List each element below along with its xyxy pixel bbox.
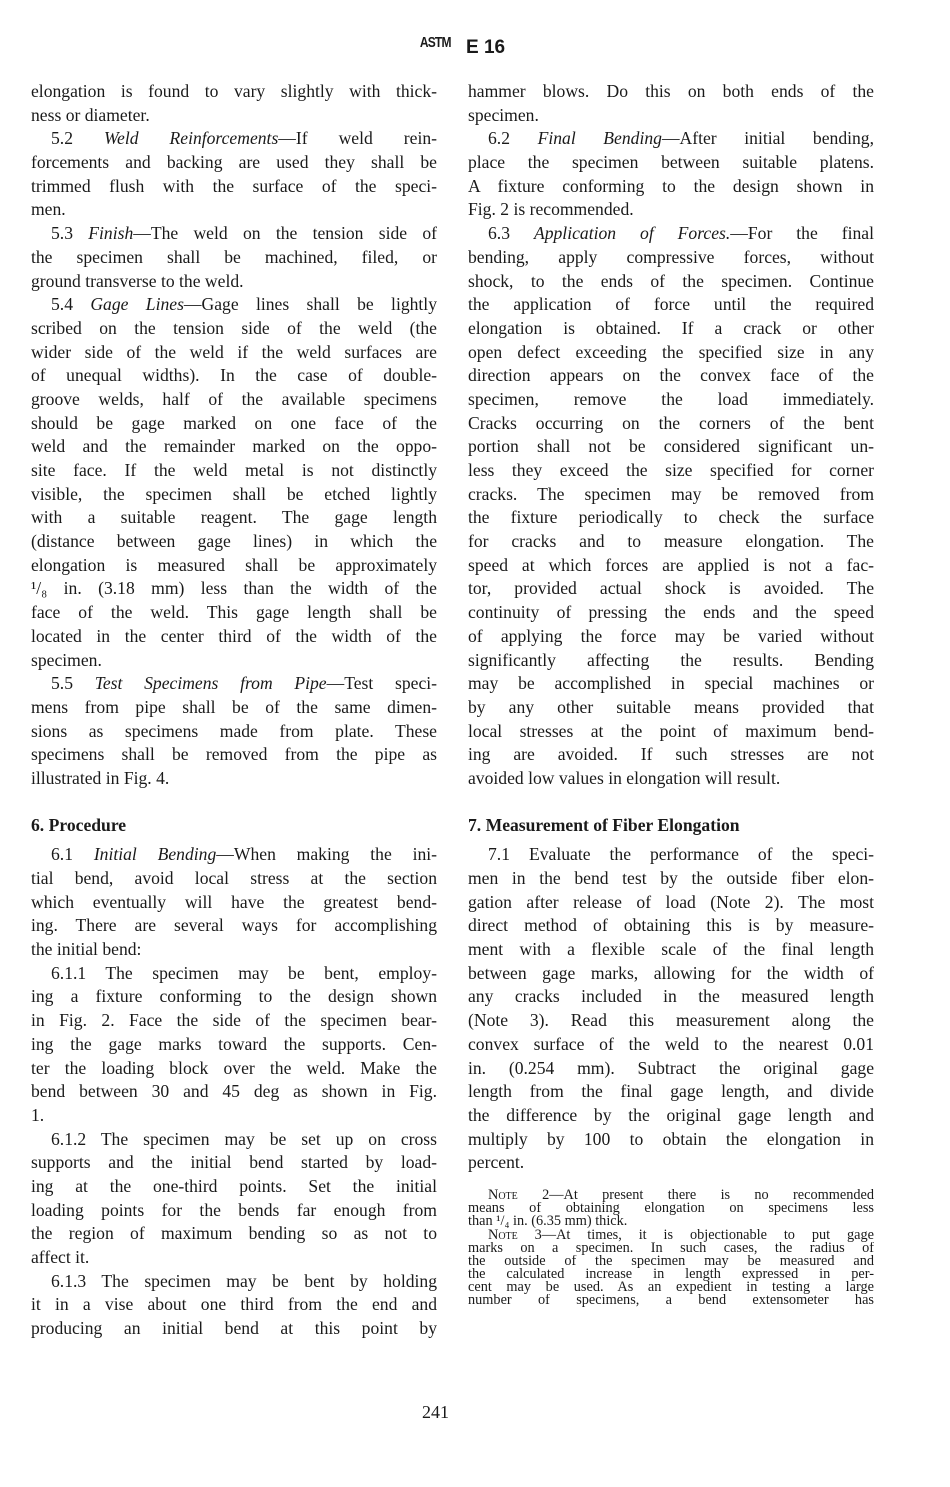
text-line: ment with a flexible scale of the final length bbox=[468, 939, 874, 960]
text-line: specimen. bbox=[468, 104, 539, 125]
note-label: Note 2 bbox=[488, 1188, 550, 1203]
section-number: 6.2 bbox=[488, 128, 538, 149]
line-text: elongation is found to vary slightly with thick- bbox=[31, 81, 437, 101]
text-line: loading points for the bends far enough from bbox=[31, 1199, 437, 1220]
right-column bbox=[468, 80, 874, 1308]
section-title: Application of Forces. bbox=[533, 223, 731, 244]
text-line: local stresses at the point of maximum bend- bbox=[468, 720, 874, 741]
text-line: continuity of pressing the ends and the speed bbox=[468, 602, 874, 623]
text-line: length from the final gage length, and divide bbox=[468, 1081, 874, 1102]
text-line: (Note 3). Read this measurement along the bbox=[468, 1010, 874, 1031]
text-line: ing. There are several ways for accomplishing bbox=[31, 915, 437, 936]
paragraph bbox=[468, 843, 874, 1175]
text-line: 1. bbox=[31, 1104, 45, 1125]
text-line: located in the center third of the width of the bbox=[31, 625, 437, 646]
note-line bbox=[468, 1294, 874, 1307]
text-line bbox=[468, 127, 874, 151]
paragraph bbox=[31, 293, 437, 672]
note-text: than ¹/₄ in. (6.35 mm) thick. bbox=[468, 1213, 628, 1230]
page-number: 241 bbox=[422, 1402, 449, 1422]
note-text: means of obtaining elongation on specimens less bbox=[468, 1202, 874, 1216]
note-line bbox=[468, 1215, 874, 1228]
text-line: convex surface of the weld to the nearest 0.01 bbox=[468, 1033, 874, 1054]
text-line: the application of force until the required bbox=[468, 294, 874, 315]
left-column bbox=[31, 80, 437, 1341]
text-line: cracks. The specimen may be removed from bbox=[468, 483, 874, 504]
paragraph bbox=[31, 672, 437, 790]
text-line: illustrated in Fig. 4. bbox=[31, 767, 170, 788]
text-line bbox=[31, 80, 437, 104]
text-line bbox=[31, 1270, 437, 1294]
line-text: hammer blows. Do this on both ends of the bbox=[468, 81, 874, 101]
note-text: cent may be used. As an expedient in testing a large bbox=[468, 1281, 874, 1295]
text-line: the region of maximum bending so as not to bbox=[31, 1223, 437, 1244]
text-line: for cracks and to measure elongation. The bbox=[468, 531, 874, 552]
line-text: The specimen may be bent by holding bbox=[101, 1270, 437, 1291]
text-line: tial bend, avoid local stress at the section bbox=[31, 868, 437, 888]
text-line: ing the gage marks toward the supports. Cen- bbox=[31, 1033, 437, 1054]
line-text: The specimen may be set up on cross bbox=[100, 1128, 437, 1149]
text-line: (distance between gage lines) in which the bbox=[31, 531, 437, 552]
text-line bbox=[31, 672, 437, 696]
text-line: significantly affecting the results. Bending bbox=[468, 649, 874, 670]
text-line: bending, apply compressive forces, without bbox=[468, 246, 874, 267]
text-line: portion shall not be considered significant un- bbox=[468, 436, 874, 457]
text-line bbox=[31, 1128, 437, 1152]
text-line: wider side of the weld if the weld surfaces are bbox=[31, 341, 437, 362]
text-line: elongation is obtained. If a crack or other bbox=[468, 317, 874, 338]
section-title: Weld Reinforcements bbox=[103, 128, 279, 149]
line-text: The specimen may be bent, employ- bbox=[105, 962, 437, 983]
text-line: by any other suitable means provided that bbox=[468, 696, 874, 717]
paragraph bbox=[468, 222, 874, 791]
text-line: ness or diameter. bbox=[31, 104, 150, 125]
text-line: elongation is measured shall be approximately bbox=[31, 554, 437, 575]
text-line: forcements and backing are used they shall be bbox=[31, 152, 437, 173]
section-number: 5.2 bbox=[51, 128, 104, 149]
paragraph bbox=[31, 127, 437, 222]
text-line: ground transverse to the weld. bbox=[31, 270, 244, 291]
note-line bbox=[468, 1242, 874, 1255]
line-text: —Test speci- bbox=[326, 673, 437, 694]
text-line: of applying the force may be varied without bbox=[468, 625, 874, 646]
text-line: avoided low values in elongation will result. bbox=[468, 767, 781, 788]
text-line: in Fig. 2. Face the side of the specimen bear- bbox=[31, 1010, 437, 1031]
text-line: producing an initial bend at this point by bbox=[31, 1318, 437, 1339]
text-line: bend between 30 and 45 deg as shown in Fig. bbox=[31, 1081, 437, 1102]
note-text: number of specimens, a bend extensometer has bbox=[468, 1294, 874, 1308]
text-line: direct method of obtaining this is by measure- bbox=[468, 915, 874, 936]
section-title: Final Bending bbox=[537, 128, 662, 149]
text-line: supports and the initial bend started by load- bbox=[31, 1152, 437, 1173]
text-line: specimen, remove the load immediately. bbox=[468, 388, 874, 409]
paragraph bbox=[468, 127, 874, 222]
section-number: 5.3 bbox=[51, 223, 89, 244]
text-line: shock, to the ends of the specimen. Continue bbox=[468, 270, 874, 291]
paragraph bbox=[31, 962, 437, 1128]
text-line: in. (0.254 mm). Subtract the original gage bbox=[468, 1057, 874, 1078]
text-line: A fixture conforming to the design shown in bbox=[468, 175, 874, 196]
section-number: 7.1 bbox=[488, 844, 529, 865]
section-number: 6.3 bbox=[488, 223, 534, 244]
section-title: Finish bbox=[88, 223, 134, 244]
paragraph bbox=[31, 1270, 437, 1341]
text-line bbox=[31, 222, 437, 246]
section-number: 6.1.1 bbox=[51, 962, 106, 983]
text-line: men in the bend test by the outside fiber elon- bbox=[468, 868, 874, 888]
text-line: ter the loading block over the weld. Make the bbox=[31, 1057, 437, 1078]
text-line bbox=[468, 222, 874, 246]
text-line: open defect exceeding the specified size in any bbox=[468, 341, 874, 362]
section-number: 6.1.2 bbox=[51, 1128, 101, 1149]
note-line bbox=[468, 1281, 874, 1294]
note-line bbox=[468, 1189, 874, 1202]
text-line: percent. bbox=[468, 1152, 525, 1173]
text-line: multiply by 100 to obtain the elongation in bbox=[468, 1128, 874, 1149]
text-line: Fig. 2 is recommended. bbox=[468, 199, 634, 220]
text-line: it in a vise about one third from the end and bbox=[31, 1294, 437, 1315]
text-line: the fixture periodically to check the surface bbox=[468, 507, 874, 528]
text-line: gation after release of load (Note 2). The most bbox=[468, 891, 874, 912]
notes-block bbox=[468, 1189, 874, 1308]
note-text: the outside of the specimen may be measured and bbox=[468, 1254, 874, 1269]
section-title: Initial Bending bbox=[93, 844, 217, 865]
astm-logo: ASTM bbox=[419, 34, 451, 51]
standard-designation: E 16 bbox=[466, 37, 506, 58]
text-line: direction appears on the convex face of the bbox=[468, 365, 874, 386]
text-line bbox=[31, 127, 437, 151]
note-text: marks on a specimen. In such cases, the radius of bbox=[468, 1241, 874, 1255]
text-line: ing at the one-third points. Set the initial bbox=[31, 1175, 437, 1196]
text-line: tor, provided actual shock is avoided. The bbox=[468, 578, 874, 599]
section-heading: 6. Procedure bbox=[31, 814, 127, 835]
text-line: Cracks occurring on the corners of the bent bbox=[468, 412, 874, 433]
line-text: —After initial bending, bbox=[661, 128, 874, 149]
text-line: sions as specimens made from plate. These bbox=[31, 720, 437, 741]
text-line: men. bbox=[31, 199, 66, 220]
paragraph bbox=[31, 843, 437, 961]
section-title: Test Specimens from Pipe bbox=[94, 673, 327, 694]
text-line bbox=[468, 843, 874, 867]
paragraph bbox=[31, 1128, 437, 1270]
text-line: weld and the remainder marked on the oppo- bbox=[31, 436, 437, 457]
note-line bbox=[468, 1229, 874, 1242]
text-line: the specimen shall be machined, filed, or bbox=[31, 246, 437, 267]
note-text: —At present there is no recommended bbox=[549, 1188, 874, 1203]
line-text: —When making the ini- bbox=[216, 844, 437, 865]
text-line bbox=[31, 962, 437, 986]
text-line: ing are avoided. If such stresses are not bbox=[468, 744, 874, 765]
text-line: between gage marks, allowing for the width of bbox=[468, 962, 874, 983]
text-line: mens from pipe shall be of the same dimen- bbox=[31, 696, 437, 717]
text-line: trimmed flush with the surface of the speci- bbox=[31, 175, 437, 196]
paragraph bbox=[468, 80, 874, 127]
text-line bbox=[31, 293, 437, 317]
line-text: Evaluate the performance of the speci- bbox=[528, 844, 874, 865]
line-text: —For the final bbox=[730, 223, 874, 244]
text-line: face of the weld. This gage length shall be bbox=[31, 602, 437, 623]
section-number: 6.1.3 bbox=[51, 1270, 102, 1291]
text-line: may be accomplished in special machines or bbox=[468, 673, 874, 694]
text-line: should be gage marked on one face of the bbox=[31, 412, 437, 433]
section-number: 6.1 bbox=[51, 844, 94, 865]
section-number: 5.5 bbox=[51, 673, 95, 694]
paragraph bbox=[31, 222, 437, 293]
note-text: —At times, it is objectionable to put gage bbox=[541, 1228, 874, 1242]
section-title: Gage Lines bbox=[90, 294, 184, 315]
paragraph bbox=[31, 80, 437, 127]
text-line: the difference by the original gage length and bbox=[468, 1104, 874, 1125]
line-text: —The weld on the tension side of bbox=[133, 223, 437, 244]
line-text: —If weld rein- bbox=[278, 128, 437, 149]
line-text: —Gage lines shall be lightly bbox=[183, 294, 437, 315]
note-label: Note 3 bbox=[488, 1228, 542, 1242]
text-line: groove welds, half of the available specimens bbox=[31, 388, 437, 409]
text-line: any cracks included in the measured length bbox=[468, 986, 874, 1007]
text-line: affect it. bbox=[31, 1247, 90, 1267]
section-heading: 7. Measurement of Fiber Elongation bbox=[468, 814, 740, 835]
text-line: the initial bend: bbox=[31, 939, 142, 960]
text-line: which eventually will have the greatest bend- bbox=[31, 891, 437, 912]
text-line: specimen. bbox=[31, 649, 102, 670]
text-line: place the specimen between suitable platens. bbox=[468, 152, 874, 173]
text-line: ¹/₈ in. (3.18 mm) less than the width of the bbox=[31, 578, 437, 599]
text-line: specimens shall be removed from the pipe as bbox=[31, 744, 437, 765]
text-line: with a suitable reagent. The gage length bbox=[31, 507, 437, 528]
text-line: of unequal widths). In the case of double- bbox=[31, 365, 437, 386]
text-line: less they exceed the size specified for corner bbox=[468, 460, 874, 480]
text-line: visible, the specimen shall be etched lightly bbox=[31, 483, 437, 504]
text-line bbox=[468, 80, 874, 104]
text-line bbox=[31, 843, 437, 867]
text-line: ing a fixture conforming to the design shown bbox=[31, 986, 437, 1007]
text-line: site face. If the weld metal is not distinctly bbox=[31, 460, 437, 480]
note-line bbox=[468, 1255, 874, 1268]
text-line: speed at which forces are applied is not a fac- bbox=[468, 554, 874, 575]
text-line: scribed on the tension side of the weld (the bbox=[31, 317, 437, 338]
section-number: 5.4 bbox=[51, 294, 91, 315]
note-text: the calculated increase in length expressed in per- bbox=[468, 1268, 874, 1282]
note-line bbox=[468, 1268, 874, 1281]
